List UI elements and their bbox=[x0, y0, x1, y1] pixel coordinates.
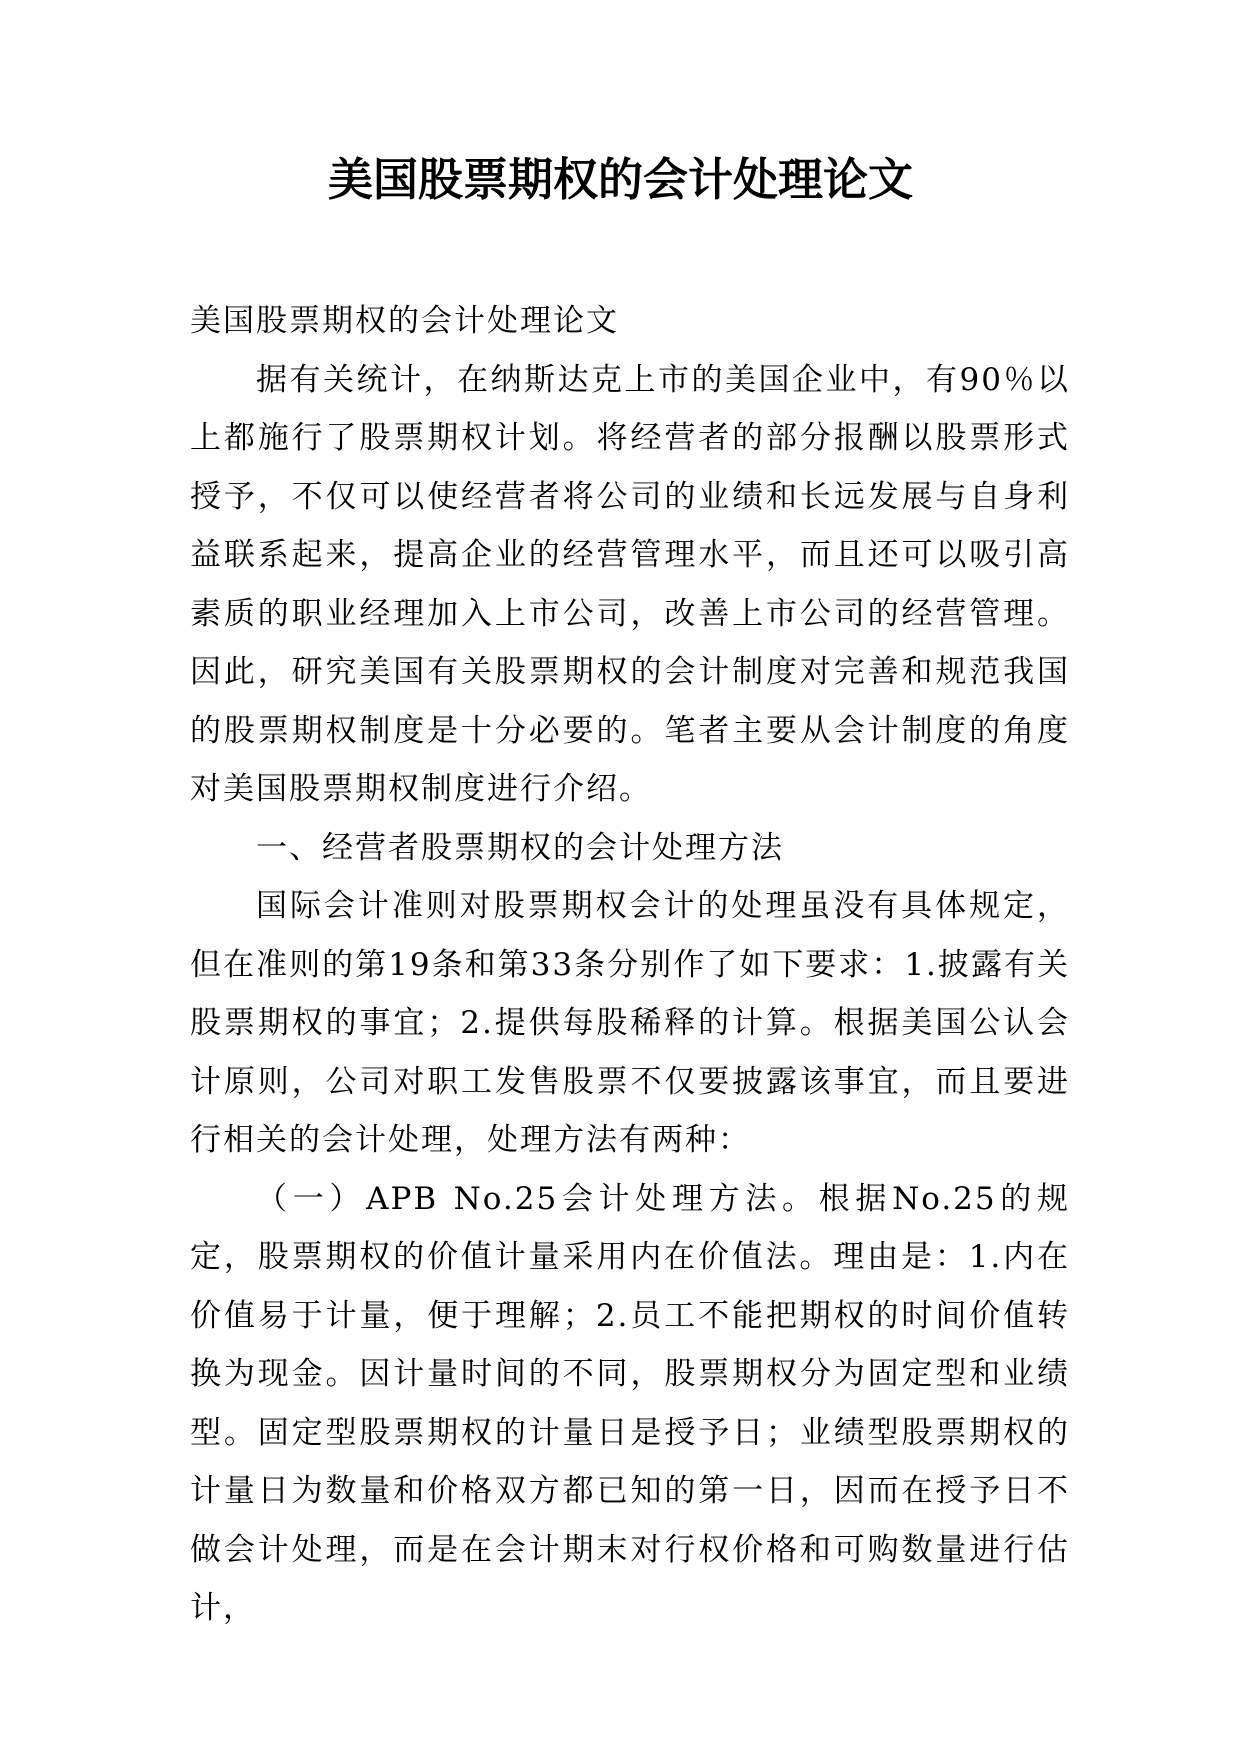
document-subtitle: 美国股票期权的会计处理论文 bbox=[190, 303, 619, 339]
paragraph-intro: 据有关统计，在纳斯达克上市的美国企业中，有90％以上都施行了股票期权计划。将经营者的部分报酬以股票形式授予，不仅可以使经营者将公司的业绩和长远发展与自身利益联系起来，提高企业的经营管理水平，而且还可以吸引高素质的职业经理加入上市公司，改善上市公司的经营管理。因此，研究美国有关股票期权的会计制度对完善和规范我国的股票期权制度是十分必要的。笔者主要从会计制度的角度对美国股票期权制度进行介绍。 bbox=[190, 361, 1070, 807]
paragraph-apb25: （一）APB No.25会计处理方法。根据No.25的规定，股票期权的价值计量采用内在价值法。理由是：1.内在价值易于计量，便于理解；2.员工不能把期权的时间价值转换为现金。因计量时间的不同，股票期权分为固定型和业绩型。固定型股票期权的计量日是授予日；业绩型股票期权的计量日为数量和价格双方都已知的第一日，因而在授予日不做会计处理，而是在会计期末对行权价格和可购数量进行估计， bbox=[190, 1180, 1070, 1626]
section-heading-1: 一、经营者股票期权的会计处理方法 bbox=[256, 829, 784, 866]
paragraph-ias: 国际会计准则对股票期权会计的处理虽没有具体规定，但在准则的第19条和第33条分别作了如下要求：1.披露有关股票期权的事宜；2.提供每股稀释的计算。根据美国公认会计原则，公司对职工发售股票不仅要披露该事宜，而且要进行相关的会计处理，处理方法有两种： bbox=[190, 888, 1070, 1158]
document-body bbox=[190, 292, 1070, 1638]
document-title: 美国股票期权的会计处理论文 bbox=[327, 153, 913, 206]
